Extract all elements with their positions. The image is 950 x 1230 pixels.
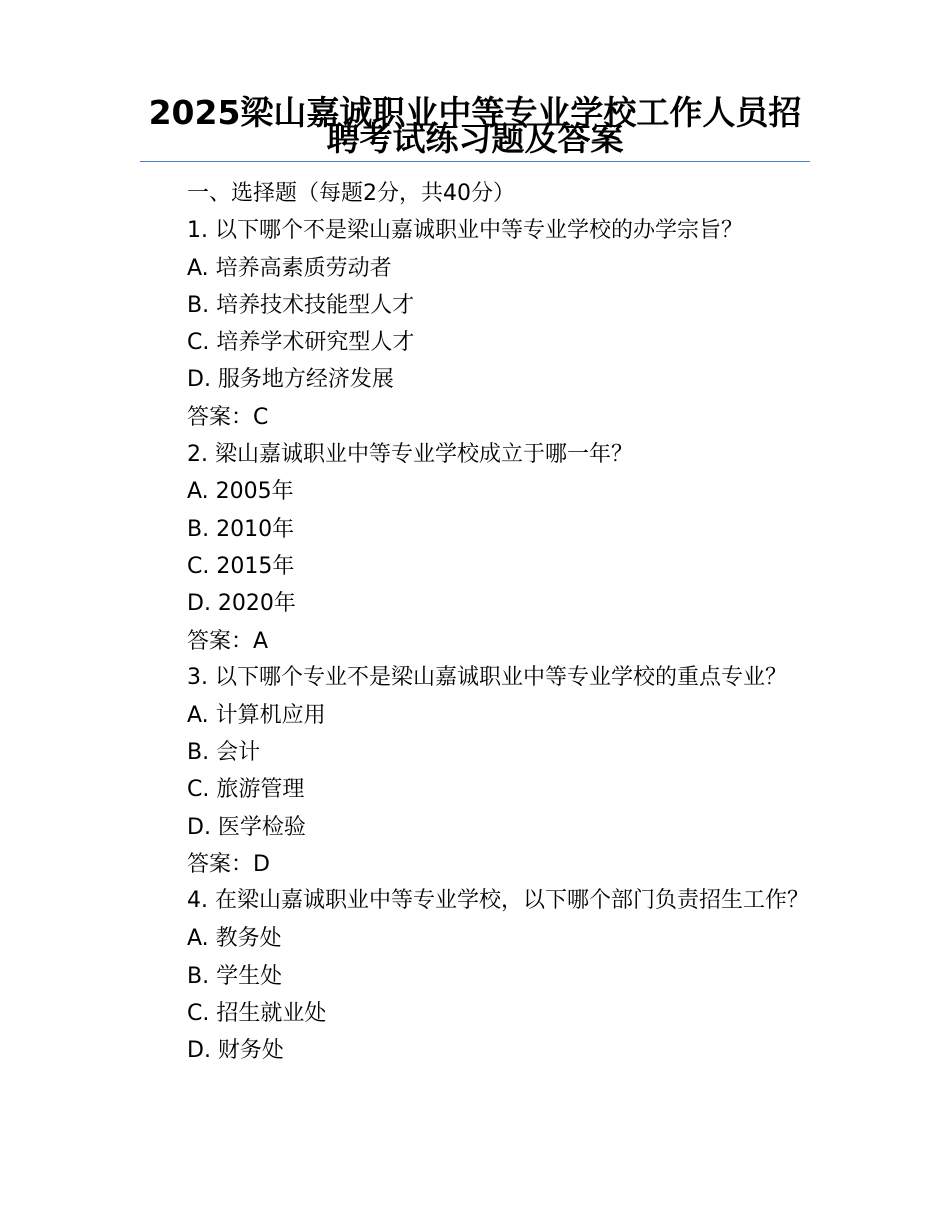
answer-line: 答案：A [187,628,269,654]
document-title: 2025梁山嘉诚职业中等专业学校工作人员招聘考试练习题及答案 [148,93,802,158]
option-line: D. 服务地方经济发展 [187,367,394,393]
question-3: 3. 以下哪个专业不是梁山嘉诚职业中等专业学校的重点专业？ [187,664,787,690]
option-line: A. 培养高素质劳动者 [187,255,392,281]
option-line: D. 医学检验 [187,814,306,840]
option-line: C. 招生就业处 [187,1000,327,1026]
option-line: C. 2015年 [187,553,295,579]
option-line: D. 财务处 [187,1038,284,1064]
answer-line: 答案：C [187,404,269,430]
question-4: 4. 在梁山嘉诚职业中等专业学校，以下哪个部门负责招生工作？ [187,888,809,914]
section-heading: 一、选择题（每题2分，共40分） [187,181,515,206]
option-line: A. 计算机应用 [187,702,326,728]
document-body [140,175,812,1070]
title-underline [140,161,810,162]
option-line: D. 2020年 [187,591,296,617]
option-line: B. 培养技术技能型人才 [187,292,415,318]
question-2: 2. 梁山嘉诚职业中等专业学校成立于哪一年？ [187,442,633,468]
option-line: A. 教务处 [187,926,282,952]
option-line: C. 旅游管理 [187,777,305,803]
option-line: C. 培养学术研究型人才 [187,330,415,356]
option-line: A. 2005年 [187,479,294,505]
answer-line: 答案：D [187,852,270,878]
option-line: B. 会计 [187,740,261,766]
option-line: B. 2010年 [187,516,295,542]
question-1: 1. 以下哪个不是梁山嘉诚职业中等专业学校的办学宗旨？ [187,218,743,244]
option-line: B. 学生处 [187,963,283,989]
